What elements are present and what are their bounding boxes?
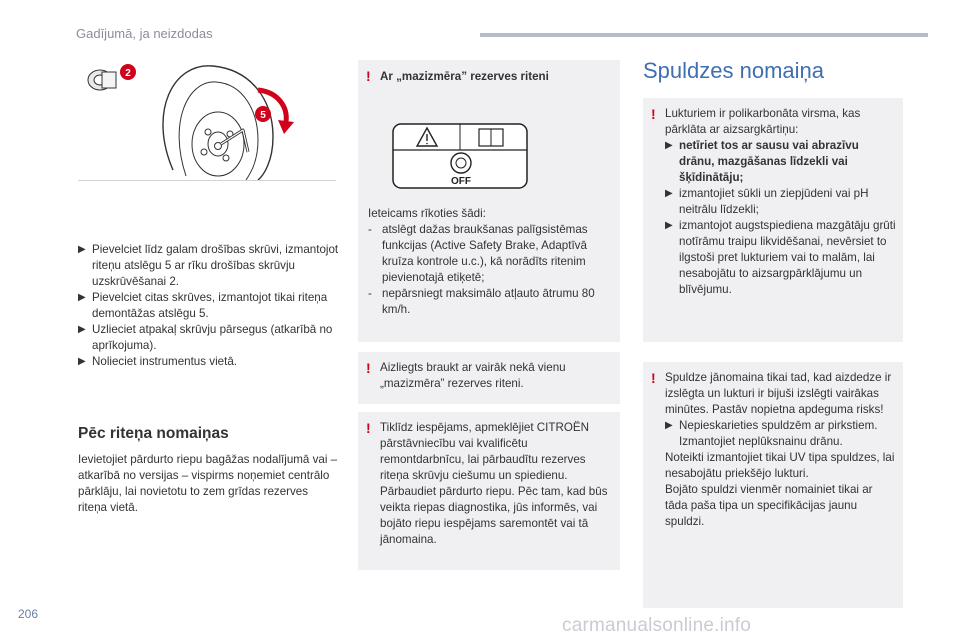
mini-spare-list [368,222,616,318]
dealer-check-text: Tiklīdz iespējams, apmeklējiet CITROËN pārstāvniecību vai kvalificētu remontdarbnīcu, lai pārbaudītu rezerves riteņa skrūvju ciešumu un spiedienu. Pārbaudiet pārdurto riepu. Pēc tam, kad būs veikta riepas diagnostika, jūs informēs, vai bojāto riepu iespējams saremontēt vai tā jānomaina. [380,421,608,546]
list-item: ▶ izmantojiet sūkli un ziepjūdeni vai pH neitrālu līdzekli; [665,187,869,216]
lens-care-list [665,138,897,298]
arrow-bullet-icon: ▶ [665,420,673,431]
arrow-bullet-icon: ▶ [665,220,673,231]
wheel-figure [78,52,336,180]
watermark: carmanualsonline.info [562,615,752,636]
dash-bullet: - [368,223,372,236]
bulb-safety-text-2: Noteikti izmantojiet tikai UV tipa spuldzes, lai nesabojātu priekšējo lukturi. [665,451,895,480]
list-item: - nepārsniegt maksimālo atļauto ātrumu 80 km/h. [368,287,595,316]
bulb-safety-panel [643,362,903,608]
section-header-title: Gadījumā, ja neizdodas [76,26,213,41]
list-item: ▶ Pievelciet līdz galam drošības skrūvi, izmantojot riteņu atslēgu 5 ar rīku drošības skrūvju uzskrūvēšanai 2. [78,243,339,288]
arrow-bullet-icon: ▶ [665,188,673,199]
list-item: ▶ Nolieciet instrumentus vietā. [78,355,237,368]
warning-icon: ! [651,370,656,386]
warning-icon: ! [366,68,371,84]
figure-divider [78,180,336,181]
dealer-check-panel [358,412,620,570]
arrow-bullet-icon: ▶ [78,356,86,367]
callout-5: 5 [260,110,266,121]
list-item: ▶ Uzlieciet atpakaļ skrūvju pārsegus (atkarībā no aprīkojuma). [78,323,333,352]
warning-icon: ! [366,420,371,436]
warning-icon: ! [366,360,371,376]
bulb-change-title: Spuldzes nomaiņa [643,58,825,83]
arrow-bullet-icon: ▶ [78,324,86,335]
label-illustration [391,122,531,192]
after-change-title: Pēc riteņa nomaiņas [78,425,229,442]
after-change-text: Ievietojiet pārdurto riepu bagāžas nodalījumā vai – atkarībā no versijas – vispirms noņemiet centrālo pārklāju, lai novietotu to zem grīdas rezerves riteņa vietā. [78,453,338,514]
lens-care-panel [643,98,903,342]
off-label: OFF [451,176,471,187]
wheel-illustration [78,52,336,180]
bulb-safety-text-3: Bojāto spuldzi vienmēr nomainiet tikai ar tāda paša tipa un specifikācijas jaunu spuldzi. [665,483,873,528]
spare-wheel-label [391,122,531,197]
arrow-bullet-icon: ▶ [78,292,86,303]
lens-care-intro: Lukturiem ir polikarbonāta virsma, kas pārklāta ar aizsargkārtiņu: [665,107,861,136]
single-spare-text: Aizliegts braukt ar vairāk nekā vienu „mazizmēra” rezerves riteni. [380,361,566,390]
list-item: ▶ izmantojot augstspiediena mazgātāju grūti notīrāmu traipu likvidēšanai, nevērsiet to ilgstoši pret lukturiem vai to malām, lai nesabojātu to aizsargpārklājumu un blīvējumu. [665,219,896,296]
arrow-bullet-icon: ▶ [665,140,673,151]
arrow-bullet-icon: ▶ [78,244,86,255]
single-spare-panel [358,352,620,404]
list-item: ▶ netīriet tos ar sausu vai abrazīvu drānu, mazgāšanas līdzekli vai šķīdinātāju; [665,139,859,184]
list-item: - atslēgt dažas braukšanas palīgsistēmas funkcijas (Active Safety Brake, Adaptīvā kruīza kontrole u.c.), kā norādīts ritenim pievienotajā etiķetē; [368,223,588,284]
header-bar [480,33,928,37]
warning-icon: ! [651,106,656,122]
list-item: ▶ Nepieskarieties spuldzēm ar pirkstiem. Izmantojiet neplūksnainu drānu. [665,419,878,448]
bulb-safety-text-1: Spuldze jānomaina tikai tad, kad aizdedze ir izslēgta un lukturi ir bijuši izslēgti vairākas minūtes. Pastāv nopietna apdeguma risks! [665,371,892,416]
mini-spare-title: Ar „mazizmēra” rezerves riteni [380,70,549,83]
mini-spare-panel [358,60,620,342]
step-list [78,242,340,370]
mini-spare-intro: Ieteicams rīkoties šādi: [368,207,486,220]
callout-2: 2 [125,68,131,79]
dash-bullet: - [368,287,372,300]
bulb-safety-list [665,418,897,450]
page-number: 206 [18,607,39,621]
list-item: ▶ Pievelciet citas skrūves, izmantojot tikai riteņa demontāžas atslēgu 5. [78,291,328,320]
